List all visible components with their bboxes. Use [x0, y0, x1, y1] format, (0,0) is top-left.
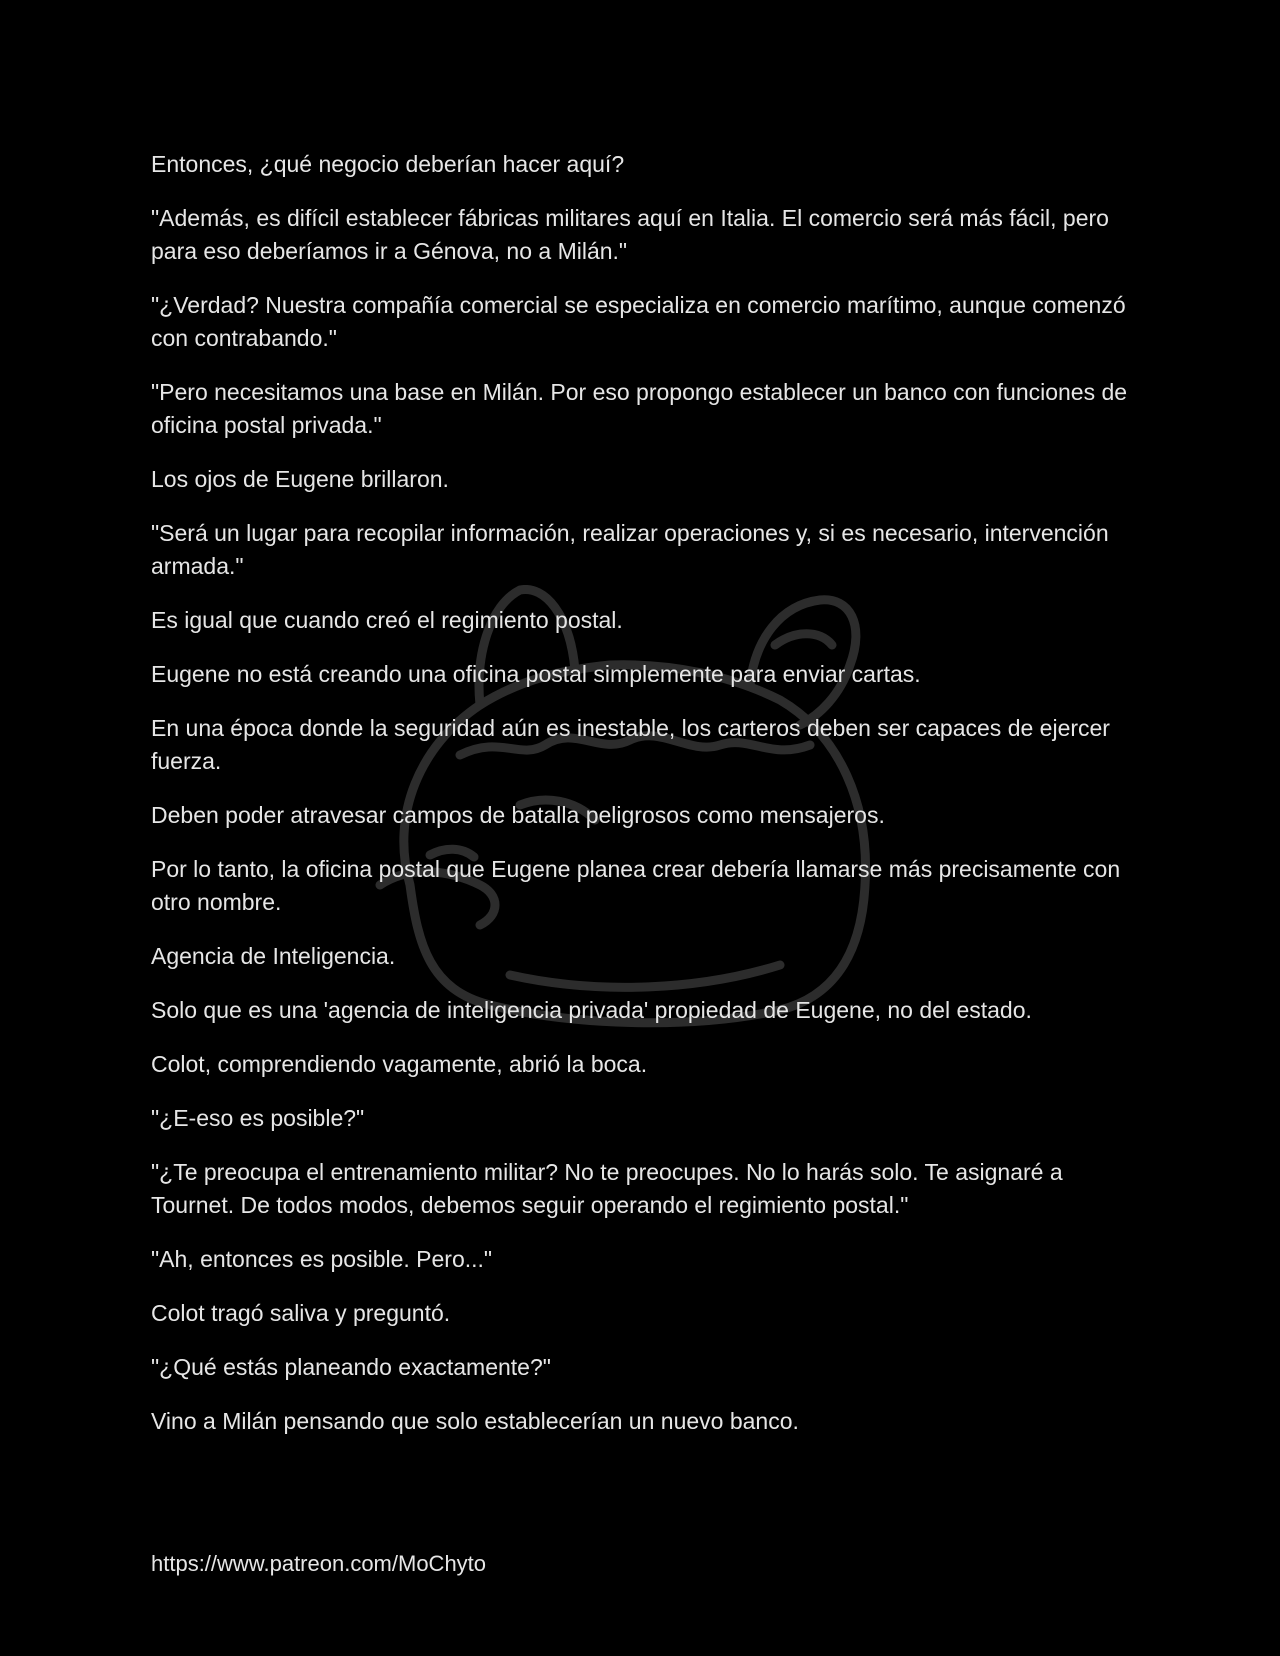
patreon-link[interactable]: https://www.patreon.com/MoChyto: [151, 1551, 487, 1576]
paragraph: Eugene no está creando una oficina postal simplemente para enviar cartas.: [151, 661, 921, 687]
paragraph: "¿Verdad? Nuestra compañía comercial se especializa en comercio marítimo, aunque comenzó con contrabando.": [151, 292, 1126, 351]
paragraph: Deben poder atravesar campos de batalla peligrosos como mensajeros.: [151, 802, 885, 828]
paragraph: Colot, comprendiendo vagamente, abrió la boca.: [151, 1051, 648, 1077]
paragraph: Colot tragó saliva y preguntó.: [151, 1300, 451, 1326]
paragraph: En una época donde la seguridad aún es inestable, los carteros deben ser capaces de ejercer fuerza.: [151, 715, 1110, 774]
paragraph: Por lo tanto, la oficina postal que Eugene planea crear debería llamarse más precisamente con otro nombre.: [151, 856, 1121, 915]
paragraph: Los ojos de Eugene brillaron.: [151, 466, 449, 492]
paragraph: "¿Te preocupa el entrenamiento militar? No te preocupes. No lo harás solo. Te asignaré a Tournet. De todos modos, debemos seguir operando el regimiento postal.": [151, 1159, 1063, 1218]
paragraph: "Pero necesitamos una base en Milán. Por eso propongo establecer un banco con funciones de oficina postal privada.": [151, 379, 1128, 438]
paragraph: "Ah, entonces es posible. Pero...": [151, 1246, 493, 1272]
paragraph: Agencia de Inteligencia.: [151, 943, 396, 969]
paragraph: Solo que es una 'agencia de inteligencia privada' propiedad de Eugene, no del estado.: [151, 997, 1032, 1023]
paragraph: Vino a Milán pensando que solo establecerían un nuevo banco.: [151, 1408, 799, 1434]
story-text: [151, 148, 1136, 1459]
paragraph: Es igual que cuando creó el regimiento postal.: [151, 607, 623, 633]
paragraph: "Además, es difícil establecer fábricas militares aquí en Italia. El comercio será más fácil, pero para eso deberíamos ir a Génova, no a Milán.": [151, 205, 1109, 264]
paragraph: "¿E-eso es posible?": [151, 1105, 365, 1131]
paragraph: "¿Qué estás planeando exactamente?": [151, 1354, 551, 1380]
paragraph: "Será un lugar para recopilar información, realizar operaciones y, si es necesario, intervención armada.": [151, 520, 1109, 579]
paragraph: Entonces, ¿qué negocio deberían hacer aquí?: [151, 151, 625, 177]
